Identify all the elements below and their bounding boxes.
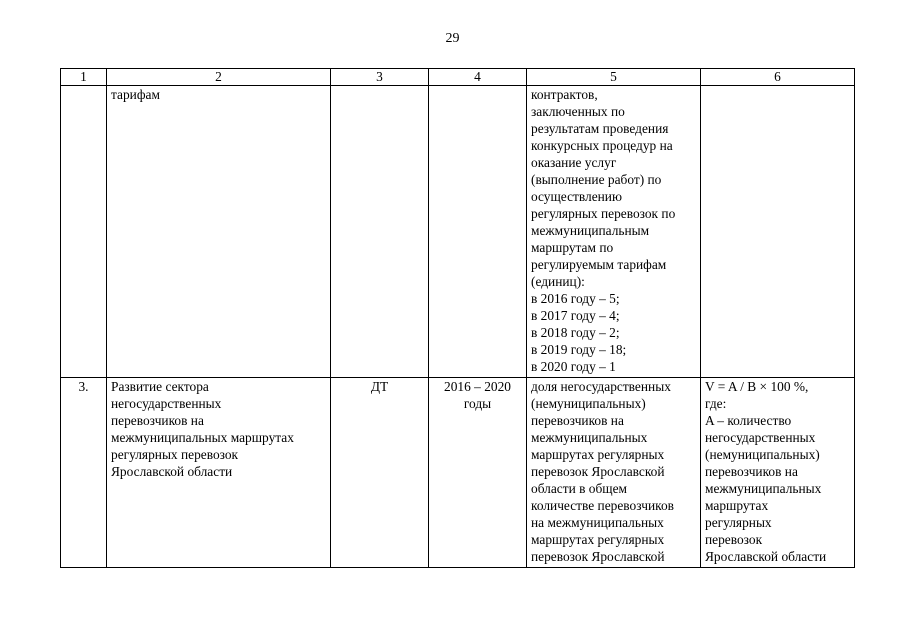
cell-text-line: перевозок xyxy=(705,532,763,547)
cell-text-line: контрактов, xyxy=(531,87,598,102)
cell-text-line: A – количество xyxy=(705,413,792,428)
cell-text-line: тарифам xyxy=(111,87,160,102)
cell-text-line: результатам проведения xyxy=(531,121,669,136)
cell-text-line: оказание услуг xyxy=(531,155,617,170)
cell-period xyxy=(429,378,527,568)
cell-text-line: маршрутам по xyxy=(531,240,614,255)
cell-formula xyxy=(701,378,855,568)
cell-text-line: перевозчиков на xyxy=(531,413,624,428)
cell-indicator xyxy=(527,378,701,568)
page-number: 29 xyxy=(445,31,460,46)
cell-text-line: количестве перевозчиков xyxy=(531,498,674,513)
cell-text-line: (выполнение работ) по xyxy=(531,172,662,187)
cell-text-line: регулярных перевозок xyxy=(111,447,239,462)
cell-text-line: межмуниципальных xyxy=(705,481,822,496)
cell-text-line: на межмуниципальных xyxy=(531,515,664,530)
cell-text-line: негосударственных xyxy=(111,396,222,411)
table-row xyxy=(61,86,855,378)
cell-text-line: перевозчиков на xyxy=(705,464,798,479)
cell-text-line: V = A / B × 100 %, xyxy=(705,379,809,394)
header-col-6: 6 xyxy=(701,69,855,86)
header-col-4: 4 xyxy=(429,69,527,86)
cell-text-line: в 2016 году – 5; xyxy=(531,291,620,306)
cell-text-line: доля негосударственных xyxy=(531,379,671,394)
cell-text-line: межмуниципальных маршрутах xyxy=(111,430,294,445)
cell-text-line: годы xyxy=(463,396,492,411)
table-header-row xyxy=(61,69,855,86)
cell-text-line: (единиц): xyxy=(531,274,585,289)
cell-number xyxy=(61,378,107,568)
header-col-5: 5 xyxy=(527,69,701,86)
cell-text-line: перевозок Ярославской xyxy=(531,464,665,479)
cell-executor xyxy=(331,378,429,568)
cell-text-line: где: xyxy=(705,396,727,411)
cell-text-line: 2016 – 2020 xyxy=(444,379,511,394)
cell-text-line: ДТ xyxy=(370,379,389,394)
cell-text-line: межмуниципальным xyxy=(531,223,650,238)
cell-text-line: перевозчиков на xyxy=(111,413,204,428)
document-table xyxy=(60,68,855,568)
cell-name xyxy=(107,378,331,568)
cell-text-line: перевозок Ярославской xyxy=(531,549,665,564)
cell-text-line: осуществлению xyxy=(531,189,622,204)
header-col-2: 2 xyxy=(107,69,331,86)
cell-text-line: конкурсных процедур на xyxy=(531,138,673,153)
cell-indicator xyxy=(527,86,701,378)
cell-text-line: межмуниципальных xyxy=(531,430,648,445)
cell-text-line: регулируемым тарифам xyxy=(531,257,667,272)
header-col-1: 1 xyxy=(61,69,107,86)
cell-text-line: 3. xyxy=(78,379,89,394)
cell-name xyxy=(107,86,331,378)
table-row xyxy=(61,378,855,568)
cell-text-line: маршрутах регулярных xyxy=(531,532,665,547)
cell-text-line: Ярославской области xyxy=(705,549,827,564)
cell-text-line: в 2017 году – 4; xyxy=(531,308,620,323)
header-col-3: 3 xyxy=(331,69,429,86)
cell-text-line: (немуниципальных) xyxy=(531,396,646,411)
cell-text-line: (немуниципальных) xyxy=(705,447,820,462)
cell-text-line: области в общем xyxy=(531,481,628,496)
cell-executor xyxy=(331,86,429,378)
cell-text-line: маршрутах регулярных xyxy=(531,447,665,462)
cell-text-line: в 2020 году – 1 xyxy=(531,359,616,374)
cell-period xyxy=(429,86,527,378)
cell-text-line: регулярных xyxy=(705,515,772,530)
cell-formula xyxy=(701,86,855,378)
cell-text-line: заключенных по xyxy=(531,104,625,119)
cell-text-line: в 2019 году – 18; xyxy=(531,342,627,357)
cell-text-line: Развитие сектора xyxy=(111,379,209,394)
cell-text-line: негосударственных xyxy=(705,430,816,445)
cell-text-line: Ярославской области xyxy=(111,464,233,479)
cell-number xyxy=(61,86,107,378)
cell-text-line: маршрутах xyxy=(705,498,769,513)
cell-text-line: регулярных перевозок по xyxy=(531,206,676,221)
cell-text-line: в 2018 году – 2; xyxy=(531,325,620,340)
